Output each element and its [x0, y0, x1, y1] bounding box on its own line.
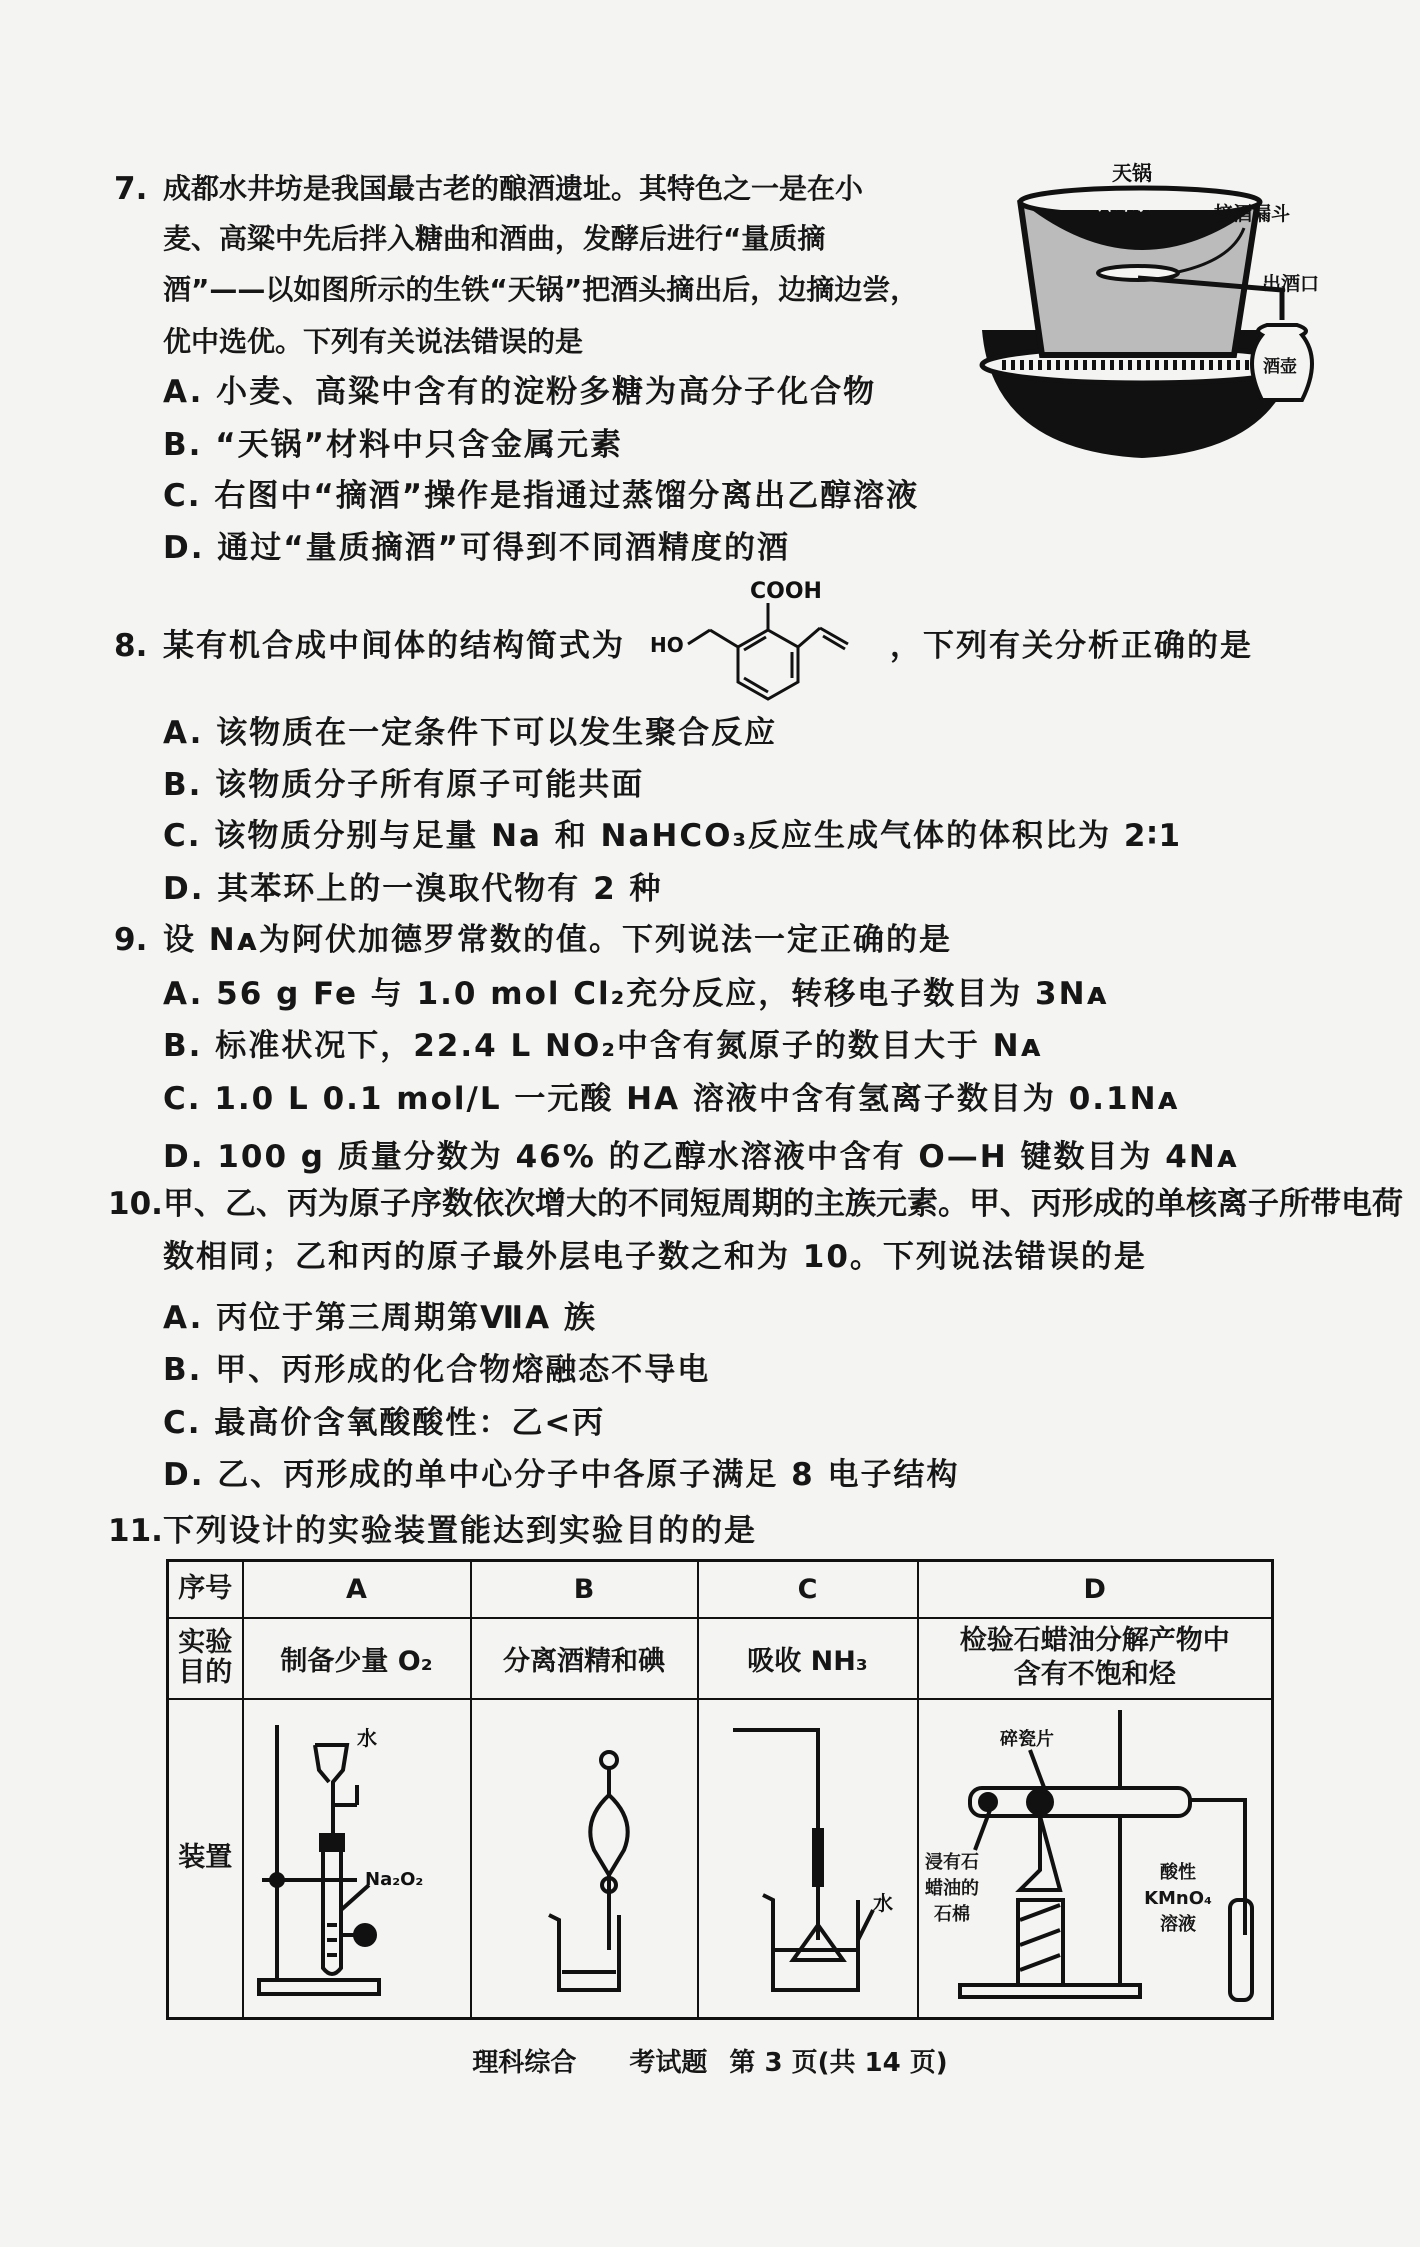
label-outlet: 出酒口: [1262, 273, 1320, 295]
table-row: [168, 1561, 1273, 1618]
question-number: 11.: [108, 1513, 163, 1549]
ammonia-absorption-apparatus: [708, 1700, 908, 2010]
table-cell: 检验石蜡油分解产物中含有不饱和烃: [918, 1618, 1273, 1699]
apparatus-c: [698, 1699, 918, 2019]
question-stem-line: 数相同；乙和丙的原子最外层电子数之和为 10。下列说法错误的是: [163, 1239, 1147, 1275]
option-b: B. “天锅”材料中只含金属元素: [163, 427, 623, 463]
option-d: D. 其苯环上的一溴取代物有 2 种: [163, 871, 663, 907]
cooh-label: COOH: [750, 579, 822, 604]
column-header: C: [698, 1561, 918, 1618]
question-number: 7.: [114, 171, 148, 207]
question-number: 9.: [114, 922, 148, 958]
question-number: 8.: [114, 628, 148, 664]
footer-page: 第 3 页(共 14 页): [729, 2048, 948, 2078]
question-stem-line: 酒”——以如图所示的生铁“天锅”把酒头摘出后，边摘边尝，: [163, 273, 919, 306]
option-c: C. 右图中“摘酒”操作是指通过蒸馏分离出乙醇溶液: [163, 478, 920, 514]
question-stem: 某有机合成中间体的结构简式为: [163, 628, 625, 664]
oxygen-generator-apparatus: [247, 1700, 467, 2010]
question-stem: ，下列有关分析正确的是: [890, 628, 1253, 664]
question-stem-line: 甲、乙、丙为原子序数依次增大的不同短周期的主族元素。甲、丙形成的单核离子所带电荷: [163, 1186, 1403, 1222]
row-header: 装置: [168, 1699, 243, 2019]
column-header: B: [471, 1561, 698, 1618]
structural-formula: [640, 570, 880, 705]
asbestos-label: 浸有石蜡油的石棉: [924, 1851, 979, 1925]
table-cell: 制备少量 O₂: [243, 1618, 471, 1699]
question-stem-line: 优中选优。下列有关说法错误的是: [163, 325, 584, 358]
apparatus-d: [918, 1699, 1273, 2019]
label-water: 冷却水: [1097, 194, 1151, 215]
apparatus-b: [471, 1699, 698, 2019]
question-stem: 下列设计的实验装置能达到实验目的的是: [163, 1513, 757, 1549]
paraffin-cracking-apparatus: [920, 1700, 1270, 2010]
reagent-label: Na₂O₂: [364, 1868, 423, 1890]
water-label: 水: [872, 1890, 893, 1915]
option-c: C. 最高价含氧酸酸性：乙<丙: [163, 1405, 606, 1441]
apparatus-a: [243, 1699, 471, 2019]
option-a: A. 小麦、高粱中含有的淀粉多糖为高分子化合物: [163, 374, 877, 410]
distillation-pot-figure: [962, 160, 1332, 460]
separatory-funnel-apparatus: [484, 1700, 684, 2010]
label-jar: 酒壶: [1263, 357, 1297, 377]
column-header: A: [243, 1561, 471, 1618]
option-a: A. 该物质在一定条件下可以发生聚合反应: [163, 715, 778, 751]
water-label: 水: [356, 1725, 377, 1750]
question-number: 10.: [108, 1186, 163, 1222]
table-row: [168, 1699, 1273, 2019]
option-d: D. 乙、丙形成的单中心分子中各原子满足 8 电子结构: [163, 1457, 960, 1493]
option-d: D. 100 g 质量分数为 46% 的乙醇水溶液中含有 O—H 键数目为 4Nᴀ: [163, 1139, 1239, 1175]
question-stem: 设 Nᴀ为阿伏加德罗常数的值。下列说法一定正确的是: [163, 922, 952, 958]
footer-kind: 考试题: [629, 2048, 708, 2078]
question-stem-line: 麦、高粱中先后拌入糖曲和酒曲，发酵后进行“量质摘: [163, 222, 826, 255]
option-c: C. 1.0 L 0.1 mol/L 一元酸 HA 溶液中含有氢离子数目为 0.1Nᴀ: [163, 1081, 1180, 1117]
option-b: B. 标准状况下，22.4 L NO₂中含有氮原子的数目大于 Nᴀ: [163, 1028, 1043, 1064]
porcelain-label: 碎瓷片: [999, 1728, 1054, 1750]
solution-label: 酸性KMnO₄溶液: [1143, 1861, 1212, 1935]
ho-label: HO: [650, 633, 684, 657]
option-a: A. 丙位于第三周期第ⅦA 族: [163, 1300, 597, 1336]
option-a: A. 56 g Fe 与 1.0 mol Cl₂充分反应，转移电子数目为 3Nᴀ: [163, 976, 1109, 1012]
column-header: D: [918, 1561, 1273, 1618]
table-cell: 吸收 NH₃: [698, 1618, 918, 1699]
table-cell: 分离酒精和碘: [471, 1618, 698, 1699]
question-stem-line: 成都水井坊是我国最古老的酿酒遗址。其特色之一是在小: [163, 172, 864, 205]
label-funnel: 接酒漏斗: [1214, 203, 1291, 225]
option-b: B. 该物质分子所有原子可能共面: [163, 767, 645, 803]
option-d: D. 通过“量质摘酒”可得到不同酒精度的酒: [163, 530, 791, 566]
option-b: B. 甲、丙形成的化合物熔融态不导电: [163, 1352, 711, 1388]
footer-subject: 理科综合: [472, 2048, 577, 2078]
row-header: 序号: [168, 1561, 243, 1618]
table-row: [168, 1618, 1273, 1699]
label-pot: 天锅: [1112, 161, 1152, 185]
experiment-table: [166, 1559, 1274, 2020]
row-header: 实验目的: [168, 1618, 243, 1699]
option-c: C. 该物质分别与足量 Na 和 NaHCO₃反应生成气体的体积比为 2∶1: [163, 818, 1183, 854]
page-footer: [0, 2042, 1420, 2079]
